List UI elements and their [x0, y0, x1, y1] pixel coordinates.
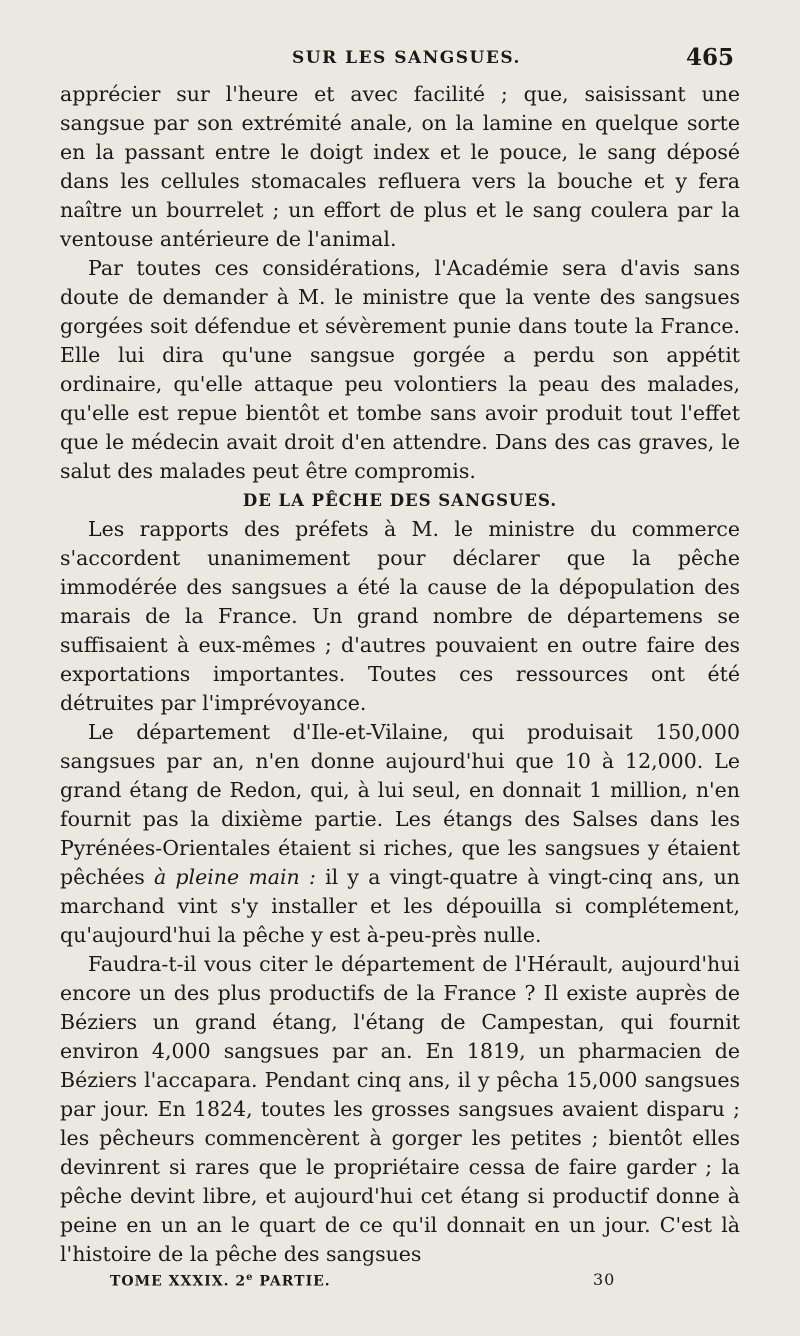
paragraph-rapports: Les rapports des préfets à M. le ministre du commerce s'accordent unanimement pour déclarer que la pêche immodérée des sangsues a été la cause de la dépopulation des marais de la France. Un grand nombre de départemens se suffisaient à eux-mêmes ; d'autres pouvaient en outre faire des exportations importantes. Toutes ces ressources ont été détruites par l'imprévoyance.: [60, 517, 740, 715]
italic-phrase: à pleine main :: [153, 865, 316, 889]
paragraph-academie: Par toutes ces considérations, l'Académie sera d'avis sans doute de demander à M. le ministre que la vente des sangsues gorgées soit défendue et sévèrement punie dans toute la France. Elle lui dira qu'une sangsue gorgée a perdu son appétit ordinaire, qu'elle attaque peu volontiers la peau des malades, qu'elle est repue bientôt et tombe sans avoir produit tout l'effet que le médecin avait droit d'en attendre. Dans des cas graves, le salut des malades peut être compromis.: [60, 256, 740, 483]
paragraph-text: il y a vingt-quatre à vingt-cinq ans, un marchand vint s'y installer et les dépouilla si complétement, qu'aujourd'hui la pêche y est à-peu-près nulle.: [60, 865, 740, 947]
body-text: [60, 80, 740, 1269]
paragraph-text: Le département d'Ile-et-Vilaine, qui produisait 150,000 sangsues par an, n'en donne aujourd'hui que 10 à 12,000. Le grand étang de Redon, qui, à lui seul, en donnait 1 million, n'en fournit pas la dixième partie. Les étangs des Salses dans les Pyrénées-Orientales étaient si riches, que les sangsues y étaient pêchées: [60, 720, 740, 889]
paragraph-ile-et-vilaine: [60, 718, 740, 950]
paragraph-continued: apprécier sur l'heure et avec facilité ; que, saisissant une sangsue par son extrémité anale, on la lamine en quelque sorte en la passant entre le doigt index et le pouce, le sang déposé dans les cellules stomacales refluera vers la bouche et y fera naître un bourrelet ; un effort de plus et le sang coulera par la ventouse antérieure de l'animal.: [60, 82, 740, 251]
signature-superscript: e: [246, 1272, 254, 1283]
signature-text-rest: PARTIE.: [253, 1273, 331, 1290]
page-footer: [0, 1268, 800, 1298]
page-number: 465: [686, 44, 735, 71]
section-heading: DE LA PÊCHE DES SANGSUES.: [242, 491, 558, 510]
signature-mark: [110, 1272, 331, 1290]
sheet-number: 30: [593, 1270, 616, 1289]
running-title: SUR LES SANGSUES.: [292, 48, 521, 68]
running-head: [0, 40, 800, 80]
signature-text: TOME XXXIX. 2: [110, 1273, 247, 1290]
paragraph-herault: Faudra-t-il vous citer le département de l'Hérault, aujourd'hui encore un des plus productifs de la France ? Il existe auprès de Béziers un grand étang, l'étang de Campestan, qui fournit environ 4,000 sangsues par an. En 1819, un pharmacien de Béziers l'accapara. Pendant cinq ans, il y pêcha 15,000 sangsues par jour. En 1824, toutes les grosses sangsues avaient disparu ; les pêcheurs commencèrent à gorger les petites ; bientôt elles devinrent si rares que le propriétaire cessa de faire garder ; la pêche devint libre, et aujourd'hui cet étang si productif donne à peine en un an le quart de ce qu'il donnait en un jour. C'est là l'histoire de la pêche des sangsues: [60, 952, 740, 1266]
